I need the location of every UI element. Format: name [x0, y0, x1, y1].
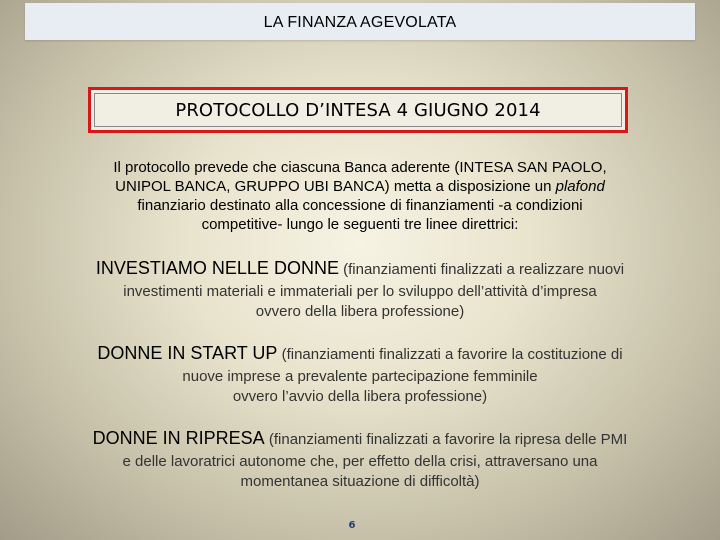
section-heading: INVESTIAMO NELLE DONNE [95, 258, 339, 278]
intro-italic-word: plafond [555, 178, 605, 195]
intro-line [70, 177, 650, 196]
section-description-line: investimenti materiali e immateriali per lo sviluppo dell’attività d’impresa [123, 283, 597, 300]
intro-line: competitive- lungo le seguenti tre linee direttrici: [201, 216, 519, 233]
section-description: (finanziamenti finalizzati a favorire la costituzione di [277, 346, 623, 363]
section-ripresa [40, 427, 680, 491]
section-start-up [40, 342, 680, 406]
section-line [40, 257, 680, 281]
section-line [40, 342, 680, 366]
page-number: 6 [348, 520, 356, 531]
section-description: (finanziamenti finalizzati a realizzare nuovi [338, 261, 625, 278]
intro-line: finanziario destinato alla concessione di finanziamenti -a condizioni [137, 197, 583, 214]
section-line [40, 427, 680, 451]
title-box [88, 87, 628, 133]
title-box-inner [94, 93, 622, 127]
section-description-line: nuove imprese a prevalente partecipazione femminile [182, 368, 538, 385]
section-heading: DONNE IN RIPRESA [92, 428, 265, 448]
section-investiamo [40, 257, 680, 321]
section-description-line: ovvero l’avvio della libera professione) [232, 388, 488, 405]
header-title: LA FINANZA AGEVOLATA [263, 14, 457, 31]
section-description-line: momentanea situazione di difficoltà) [240, 473, 480, 490]
intro-paragraph [70, 158, 650, 234]
intro-line: Il protocollo prevede che ciascuna Banca aderente (INTESA SAN PAOLO, [113, 159, 607, 176]
section-description-line: e delle lavoratrici autonome che, per effetto della crisi, attraversano una [122, 453, 598, 470]
header-bar [25, 3, 695, 40]
intro-line-text: UNIPOL BANCA, GRUPPO UBI BANCA) metta a disposizione un [115, 178, 556, 195]
section-heading: DONNE IN START UP [97, 343, 278, 363]
section-description-line: ovvero della libera professione) [255, 303, 465, 320]
slide-title: PROTOCOLLO D’INTESA 4 GIUGNO 2014 [175, 99, 541, 121]
section-description: (finanziamenti finalizzati a favorire la ripresa delle PMI [264, 431, 628, 448]
